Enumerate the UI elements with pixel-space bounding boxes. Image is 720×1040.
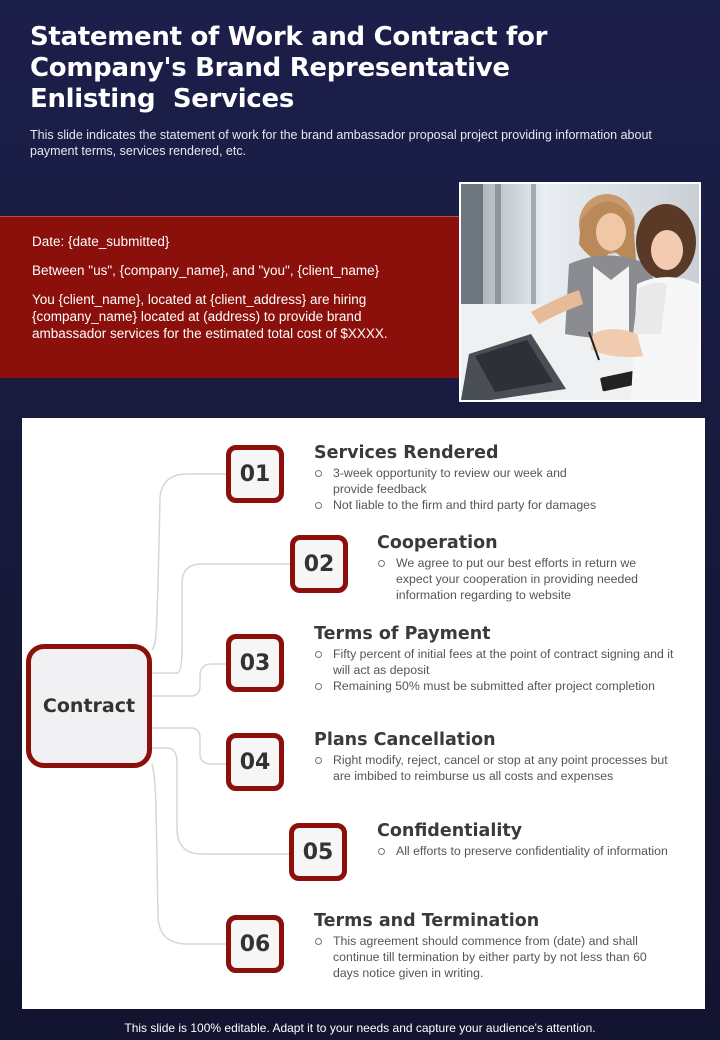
step-number-badge: 04 [226, 733, 284, 791]
section-title: Terms and Termination [314, 911, 540, 931]
bullet-list [314, 933, 684, 981]
section-terms-of-payment [314, 624, 694, 694]
bullet-item: This agreement should commence from (date) and shall continue till termination by either party by not less than 60 days notice given in writing. [314, 933, 669, 981]
business-women-photo [459, 182, 701, 402]
bullet-list [314, 465, 604, 513]
contract-details-box [0, 216, 460, 378]
bullet-item: Right modify, reject, cancel or stop at any point processes but are imbibed to reimburse us all costs and expenses [314, 752, 684, 784]
step-number-badge: 01 [226, 445, 284, 503]
bullet-list [377, 555, 667, 603]
bullet-list [314, 646, 694, 694]
bullet-item: Fifty percent of initial fees at the point of contract signing and it will act as deposit [314, 646, 674, 678]
section-confidentiality [377, 821, 697, 859]
bullet-list [314, 752, 694, 784]
step-number-badge: 02 [290, 535, 348, 593]
section-services-rendered [314, 443, 604, 513]
step-number-badge: 06 [226, 915, 284, 973]
photo-illustration [461, 184, 699, 400]
section-title: Confidentiality [377, 821, 523, 841]
bullet-item: Remaining 50% must be submitted after project completion [314, 678, 694, 694]
parties-line: Between "us", {company_name}, and "you", {client_name} [32, 263, 380, 278]
step-number-badge: 03 [226, 634, 284, 692]
hiring-line: You {client_name}, located at {client_address} are hiring {company_name} located at (address) to provide brand ambassador services for the estimated total cost of $XXXX. [32, 292, 388, 341]
bullet-list [377, 843, 697, 859]
step-number-badge: 05 [289, 823, 347, 881]
section-title: Plans Cancellation [314, 730, 496, 750]
bullet-item: Not liable to the firm and third party for damages [314, 497, 604, 513]
section-title: Terms of Payment [314, 624, 491, 644]
section-cooperation [377, 533, 667, 603]
footer-note: This slide is 100% editable. Adapt it to your needs and capture your audience's attention. [124, 1021, 596, 1035]
bullet-item: We agree to put our best efforts in return we expect your cooperation in providing needed information regarding to website [377, 555, 667, 603]
section-title: Cooperation [377, 533, 498, 553]
bullet-item: 3-week opportunity to review our week and provide feedback [314, 465, 604, 497]
bullet-item: All efforts to preserve confidentiality of information [377, 843, 697, 859]
page-subtitle: This slide indicates the statement of work for the brand ambassador proposal project providing information about payment terms, services rendered, etc. [30, 128, 652, 158]
title-line: Company's Brand Representative [30, 53, 510, 83]
section-plans-cancellation [314, 730, 694, 784]
section-terms-and-termination [314, 911, 684, 981]
date-line: Date: {date_submitted} [32, 234, 170, 249]
page-title [30, 22, 630, 115]
contract-diagram-panel [22, 418, 705, 1009]
title-line: Statement of Work and Contract for [30, 22, 548, 52]
section-title: Services Rendered [314, 443, 499, 463]
contract-center-box: Contract [26, 644, 152, 768]
title-line: Enlisting Services [30, 84, 294, 114]
